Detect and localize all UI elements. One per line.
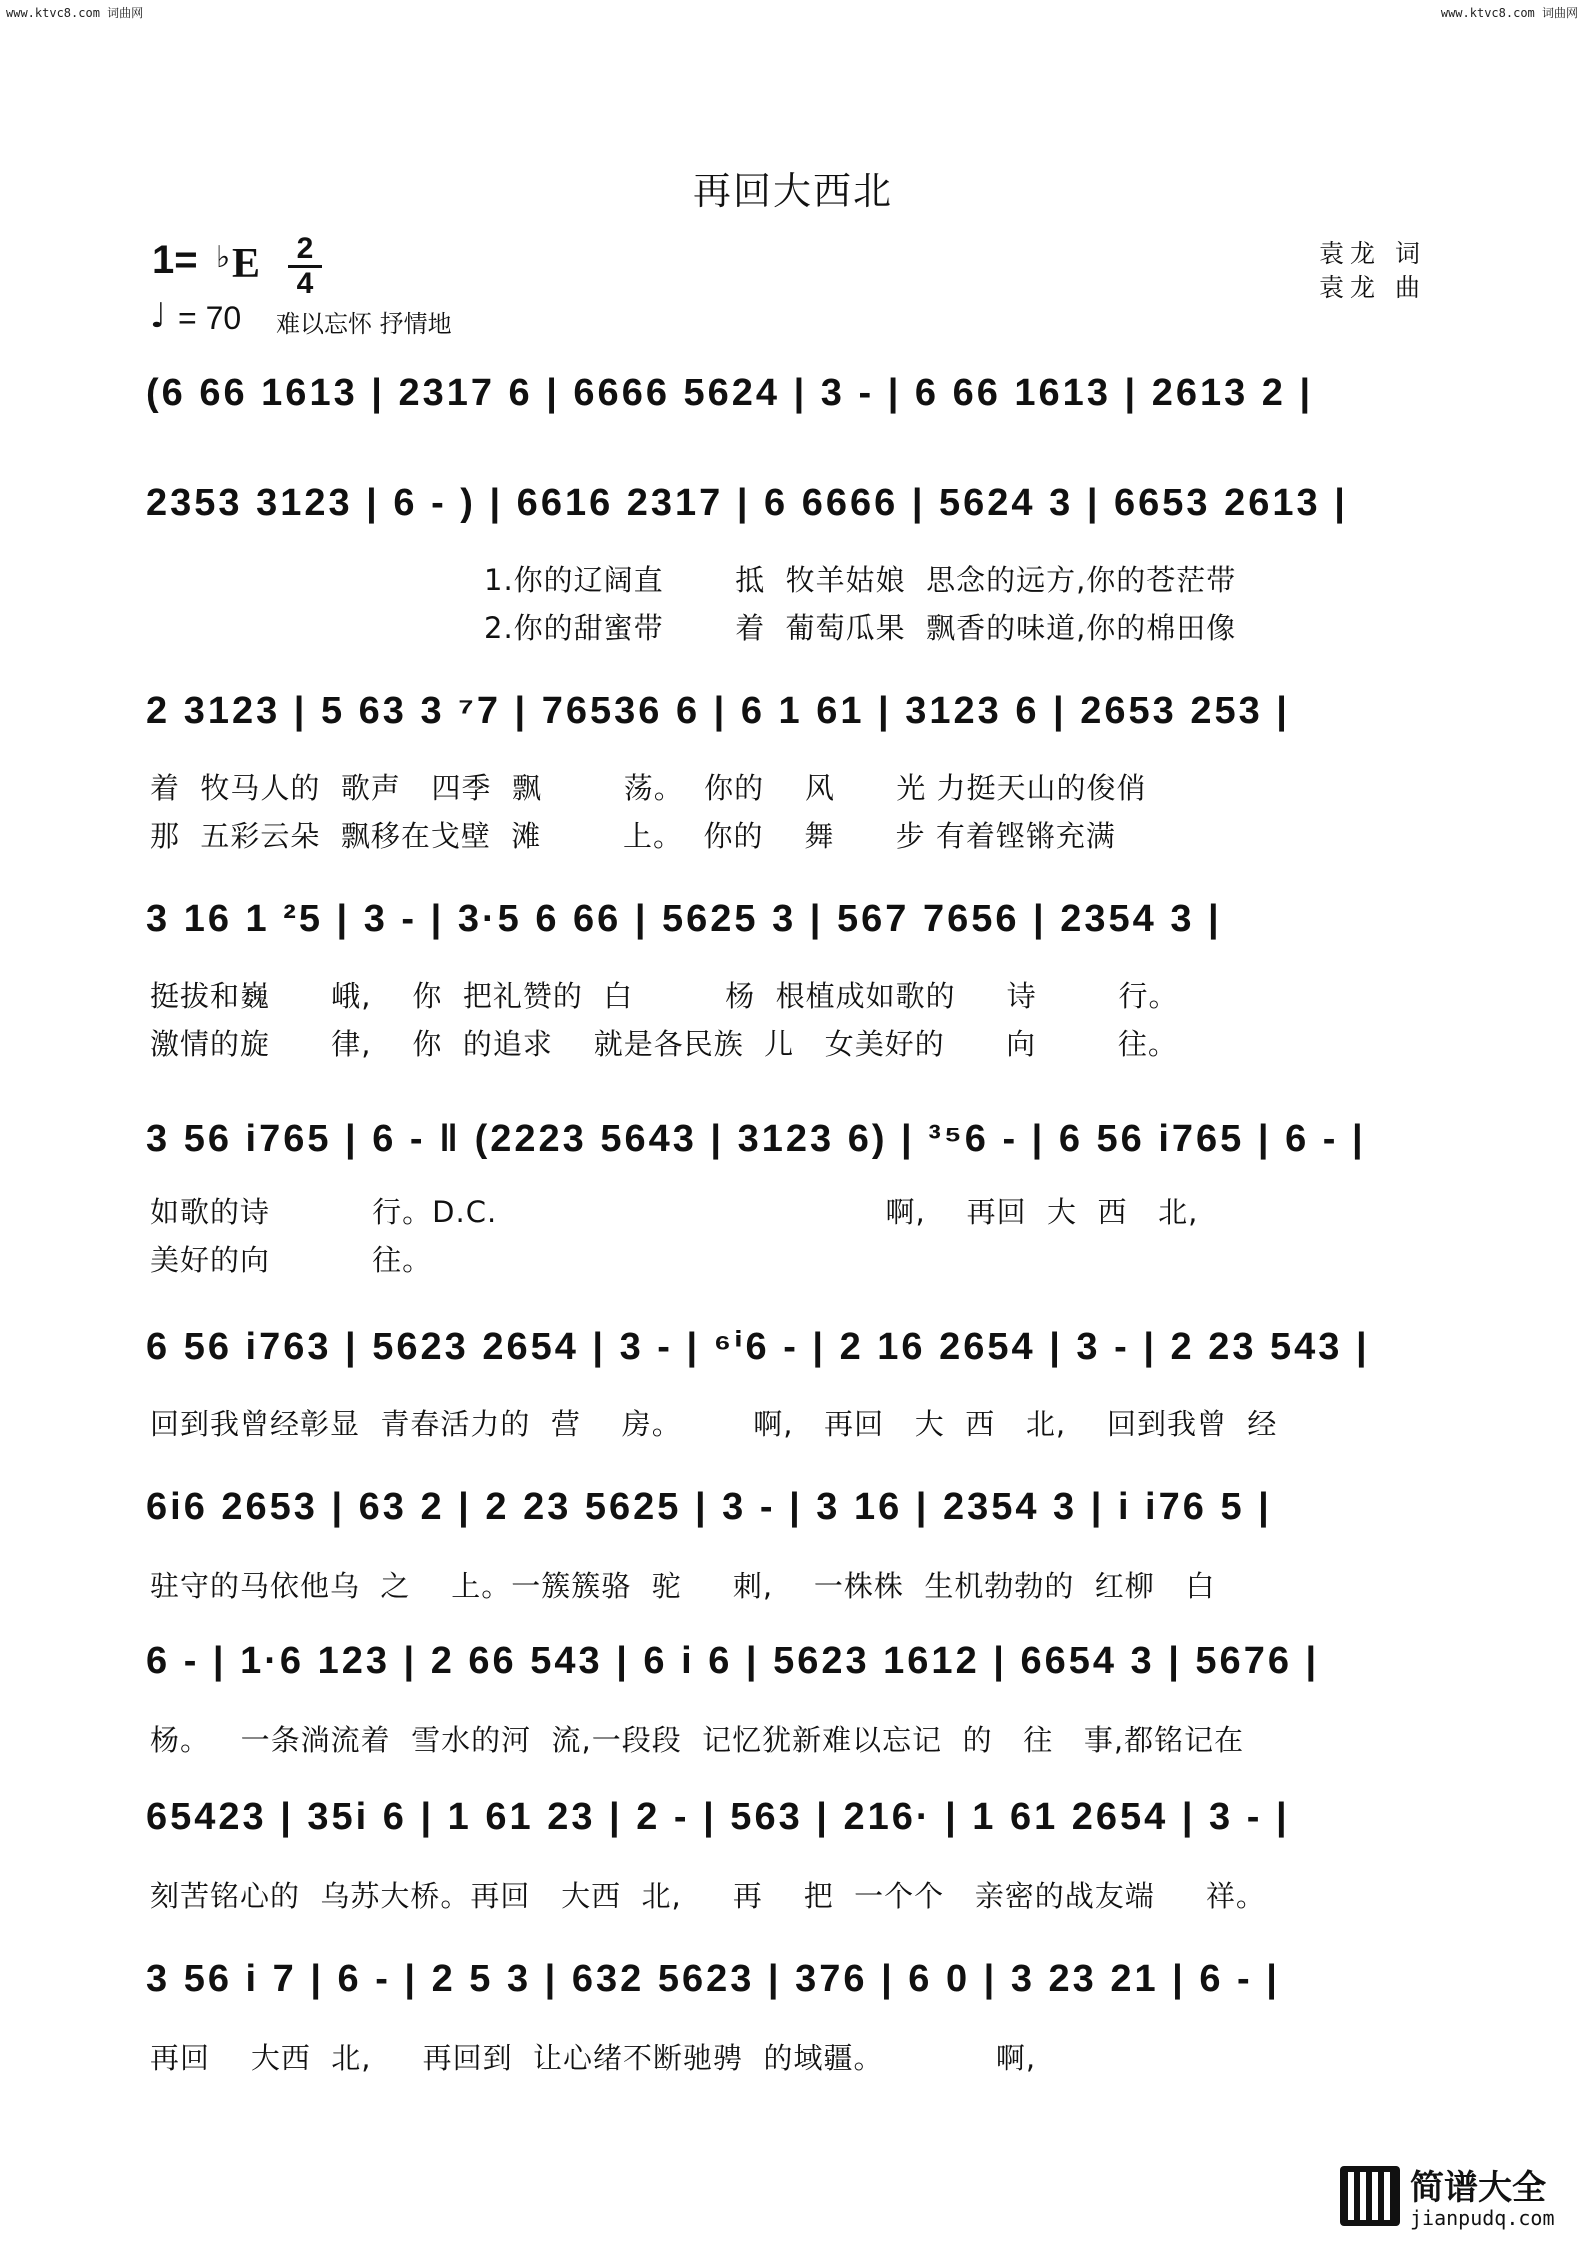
score-system-4: 3 16 1 ²5 | 3 - | 3·5 6 66 | 5625 3 | 567 7656 | 2354 3 | bbox=[146, 898, 1222, 940]
score-system-5: 3 56 i765 | 6 - ‖ (2223 5643 | 3123 6) | ³⁵6 - | 6 56 i765 | 6 - | bbox=[146, 1118, 1366, 1160]
key-prefix: 1= bbox=[152, 238, 198, 282]
score-system-6: 6 56 i763 | 5623 2654 | 3 - | ⁶ⁱ6 - | 2 16 2654 | 3 - | 2 23 543 | bbox=[146, 1326, 1370, 1368]
flat-sign: ♭ bbox=[216, 240, 231, 275]
watermark-left: www.ktvc8.com 词曲网 bbox=[6, 6, 144, 20]
score-system-10: 3 56 i 7 | 6 - | 2 5 3 | 632 5623 | 376 | 6 0 | 3 23 21 | 6 - | bbox=[146, 1958, 1280, 2000]
lyric-line: 再回 大西 北, 再回到 让心绪不断驰骋 的域疆。 啊, bbox=[150, 2041, 1037, 2075]
lyric-line: 刻苦铭心的 乌苏大桥。再回 大西 北, 再 把 一个个 亲密的战友端 祥。 bbox=[150, 1879, 1266, 1913]
time-top: 2 bbox=[296, 232, 314, 265]
lyric-line: 回到我曾经彰显 青春活力的 营 房。 啊, 再回 大 西 北, 回到我曾 经 bbox=[150, 1407, 1278, 1441]
score-system-3: 2 3123 | 5 63 3 ⁷7 | 76536 6 | 6 1 61 | 3123 6 | 2653 253 | bbox=[146, 690, 1290, 732]
lyric-line: 那 五彩云朵 飘移在戈壁 滩 上。 你的 舞 步 有着铿锵充满 bbox=[150, 819, 1116, 853]
score-system-2: 2353 3123 | 6 - ) | 6616 2317 | 6 6666 | 5624 3 | 6653 2613 | bbox=[146, 482, 1348, 524]
lyric-line: 如歌的诗 行。D.C. 啊, 再回 大 西 北, bbox=[150, 1195, 1199, 1229]
lyric-line: 杨。 一条淌流着 雪水的河 流,一段段 记忆犹新难以忘记 的 往 事,都铭记在 bbox=[150, 1723, 1245, 1757]
score-system-8: 6 - | 1·6 123 | 2 66 543 | 6 i 6 | 5623 1612 | 6654 3 | 5676 | bbox=[146, 1640, 1320, 1682]
score-system-7: 6i6 2653 | 63 2 | 2 23 5625 | 3 - | 3 16 | 2354 3 | i i76 5 | bbox=[146, 1486, 1272, 1528]
logo-url: jianpudq.com bbox=[1410, 2206, 1555, 2230]
time-signature bbox=[288, 234, 322, 299]
time-bottom: 4 bbox=[296, 267, 314, 300]
tempo-marking: = 70 bbox=[178, 300, 242, 336]
lyric-line: 激情的旋 律, 你 的追求 就是各民族 儿 女美好的 向 往。 bbox=[150, 1027, 1178, 1061]
key-note: E bbox=[232, 241, 261, 287]
composer-credit: 袁龙 曲 bbox=[1319, 273, 1426, 302]
lyric-line: 1.你的辽阔直 抵 牧羊姑娘 思念的远方,你的苍茫带 bbox=[484, 563, 1237, 597]
expression-marking: 难以忘怀 抒情地 bbox=[276, 310, 452, 338]
site-logo bbox=[1340, 2160, 1576, 2236]
logo-name: 简谱大全 bbox=[1410, 2168, 1546, 2208]
score-system-9: 65423 | 35i 6 | 1 61 23 | 2 - | 563 | 216· | 1 61 2654 | 3 - | bbox=[146, 1796, 1290, 1838]
lyricist-credit: 袁龙 词 bbox=[1319, 239, 1426, 268]
lyric-line: 2.你的甜蜜带 着 葡萄瓜果 飘香的味道,你的棉田像 bbox=[484, 611, 1237, 645]
quarter-note-icon: ♩ bbox=[150, 296, 167, 336]
score-system-1: (6 66 1613 | 2317 6 | 6666 5624 | 3 - | 6 66 1613 | 2613 2 | bbox=[146, 372, 1314, 414]
song-title: 再回大西北 bbox=[692, 169, 893, 213]
lyric-line: 挺拔和巍 峨, 你 把礼赞的 白 杨 根植成如歌的 诗 行。 bbox=[150, 979, 1179, 1013]
lyric-line: 美好的向 往。 bbox=[150, 1243, 433, 1277]
lyric-line: 着 牧马人的 歌声 四季 飘 荡。 你的 风 光 力挺天山的俊俏 bbox=[150, 771, 1147, 805]
watermark-right: www.ktvc8.com 词曲网 bbox=[1440, 6, 1578, 20]
piano-keys-icon bbox=[1340, 2166, 1400, 2226]
lyric-line: 驻守的马依他乌 之 上。一簇簇骆 驼 刺, 一株株 生机勃勃的 红柳 白 bbox=[150, 1569, 1216, 1603]
